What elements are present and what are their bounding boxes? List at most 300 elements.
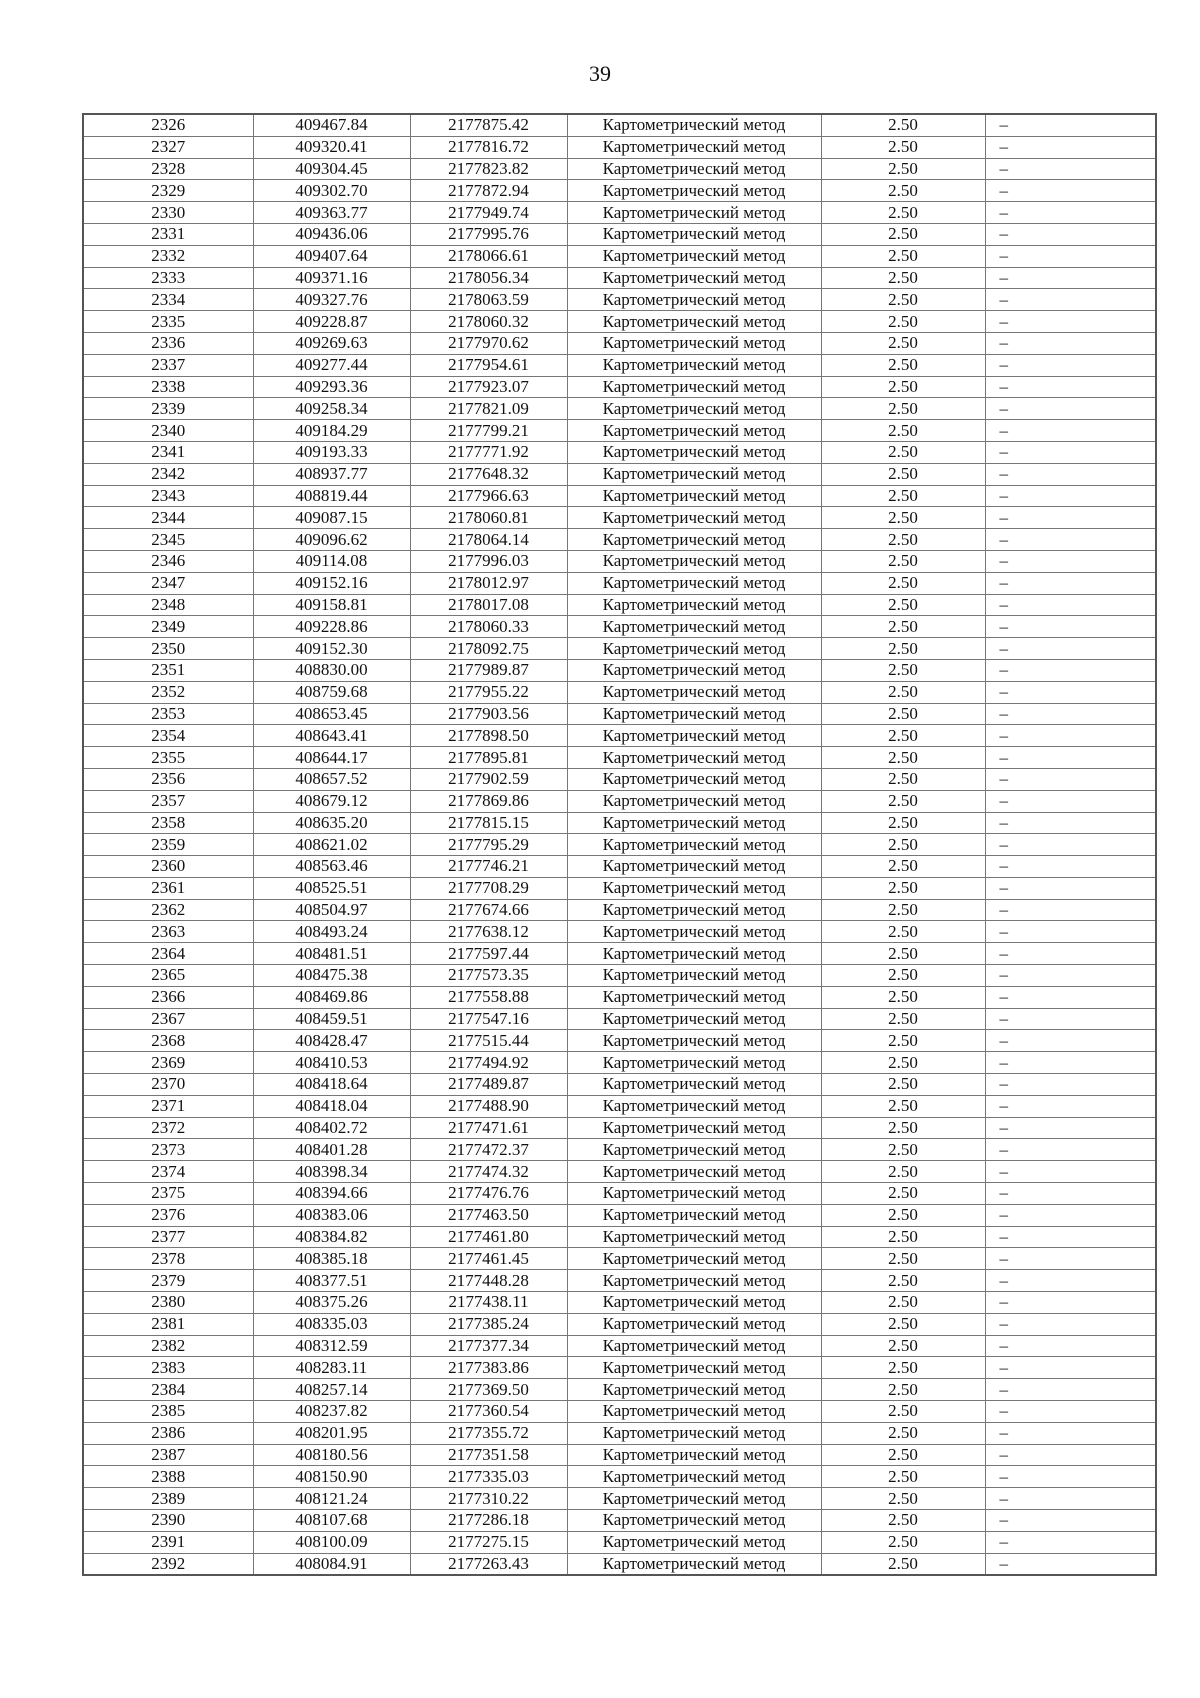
note-cell: – (985, 354, 1156, 376)
x-coordinate-cell: 408121.24 (253, 1488, 410, 1510)
y-coordinate-cell: 2178060.33 (410, 616, 567, 638)
x-coordinate-cell: 408819.44 (253, 485, 410, 507)
x-coordinate-cell: 408201.95 (253, 1422, 410, 1444)
table-row (83, 1095, 1156, 1117)
method-cell: Картометрический метод (567, 1204, 821, 1226)
point-number-cell: 2331 (83, 223, 253, 245)
method-cell: Картометрический метод (567, 507, 821, 529)
y-coordinate-cell: 2178060.32 (410, 311, 567, 333)
table-row (83, 180, 1156, 202)
table-row (83, 1248, 1156, 1270)
note-cell: – (985, 1401, 1156, 1423)
x-coordinate-cell: 408459.51 (253, 1008, 410, 1030)
y-coordinate-cell: 2177351.58 (410, 1444, 567, 1466)
x-coordinate-cell: 408830.00 (253, 659, 410, 681)
x-coordinate-cell: 409258.34 (253, 398, 410, 420)
table-row (83, 594, 1156, 616)
table-row (83, 311, 1156, 333)
x-coordinate-cell: 409304.45 (253, 158, 410, 180)
x-coordinate-cell: 409114.08 (253, 550, 410, 572)
point-number-cell: 2334 (83, 289, 253, 311)
point-number-cell: 2363 (83, 921, 253, 943)
y-coordinate-cell: 2177898.50 (410, 725, 567, 747)
accuracy-cell: 2.50 (821, 223, 985, 245)
note-cell: – (985, 1313, 1156, 1335)
method-cell: Картометрический метод (567, 223, 821, 245)
y-coordinate-cell: 2177377.34 (410, 1335, 567, 1357)
x-coordinate-cell: 408385.18 (253, 1248, 410, 1270)
note-cell: – (985, 681, 1156, 703)
table-row (83, 158, 1156, 180)
x-coordinate-cell: 408657.52 (253, 768, 410, 790)
point-number-cell: 2376 (83, 1204, 253, 1226)
method-cell: Картометрический метод (567, 986, 821, 1008)
y-coordinate-cell: 2177474.32 (410, 1161, 567, 1183)
y-coordinate-cell: 2177547.16 (410, 1008, 567, 1030)
y-coordinate-cell: 2177515.44 (410, 1030, 567, 1052)
note-cell: – (985, 463, 1156, 485)
point-number-cell: 2356 (83, 768, 253, 790)
x-coordinate-cell: 408398.34 (253, 1161, 410, 1183)
point-number-cell: 2370 (83, 1074, 253, 1096)
accuracy-cell: 2.50 (821, 311, 985, 333)
x-coordinate-cell: 409158.81 (253, 594, 410, 616)
accuracy-cell: 2.50 (821, 485, 985, 507)
note-cell: – (985, 1117, 1156, 1139)
point-number-cell: 2343 (83, 485, 253, 507)
method-cell: Картометрический метод (567, 703, 821, 725)
method-cell: Картометрический метод (567, 289, 821, 311)
accuracy-cell: 2.50 (821, 834, 985, 856)
method-cell: Картометрический метод (567, 376, 821, 398)
accuracy-cell: 2.50 (821, 638, 985, 660)
method-cell: Картометрический метод (567, 725, 821, 747)
table-row (83, 1270, 1156, 1292)
x-coordinate-cell: 408418.64 (253, 1074, 410, 1096)
point-number-cell: 2340 (83, 420, 253, 442)
table-row (83, 507, 1156, 529)
note-cell: – (985, 1161, 1156, 1183)
x-coordinate-cell: 408643.41 (253, 725, 410, 747)
note-cell: – (985, 1444, 1156, 1466)
table-row (83, 943, 1156, 965)
x-coordinate-cell: 408237.82 (253, 1401, 410, 1423)
x-coordinate-cell: 408759.68 (253, 681, 410, 703)
method-cell: Картометрический метод (567, 441, 821, 463)
table-row (83, 441, 1156, 463)
method-cell: Картометрический метод (567, 856, 821, 878)
table-row (83, 1226, 1156, 1248)
point-number-cell: 2382 (83, 1335, 253, 1357)
y-coordinate-cell: 2177471.61 (410, 1117, 567, 1139)
table-row (83, 1401, 1156, 1423)
note-cell: – (985, 245, 1156, 267)
x-coordinate-cell: 409193.33 (253, 441, 410, 463)
table-row (83, 1379, 1156, 1401)
note-cell: – (985, 550, 1156, 572)
note-cell: – (985, 1139, 1156, 1161)
x-coordinate-cell: 408375.26 (253, 1292, 410, 1314)
accuracy-cell: 2.50 (821, 1335, 985, 1357)
point-number-cell: 2348 (83, 594, 253, 616)
method-cell: Картометрический метод (567, 529, 821, 551)
method-cell: Картометрический метод (567, 1270, 821, 1292)
method-cell: Картометрический метод (567, 311, 821, 333)
x-coordinate-cell: 408312.59 (253, 1335, 410, 1357)
method-cell: Картометрический метод (567, 245, 821, 267)
accuracy-cell: 2.50 (821, 790, 985, 812)
point-number-cell: 2379 (83, 1270, 253, 1292)
point-number-cell: 2365 (83, 965, 253, 987)
method-cell: Картометрический метод (567, 616, 821, 638)
note-cell: – (985, 114, 1156, 136)
accuracy-cell: 2.50 (821, 747, 985, 769)
table-row (83, 376, 1156, 398)
note-cell: – (985, 1422, 1156, 1444)
x-coordinate-cell: 408525.51 (253, 877, 410, 899)
note-cell: – (985, 1270, 1156, 1292)
table-row (83, 529, 1156, 551)
accuracy-cell: 2.50 (821, 877, 985, 899)
y-coordinate-cell: 2177597.44 (410, 943, 567, 965)
point-number-cell: 2341 (83, 441, 253, 463)
point-number-cell: 2390 (83, 1510, 253, 1532)
y-coordinate-cell: 2177488.90 (410, 1095, 567, 1117)
table-body (83, 114, 1156, 1575)
method-cell: Картометрический метод (567, 1335, 821, 1357)
accuracy-cell: 2.50 (821, 681, 985, 703)
accuracy-cell: 2.50 (821, 463, 985, 485)
y-coordinate-cell: 2177872.94 (410, 180, 567, 202)
method-cell: Картометрический метод (567, 1357, 821, 1379)
y-coordinate-cell: 2178017.08 (410, 594, 567, 616)
accuracy-cell: 2.50 (821, 768, 985, 790)
point-number-cell: 2326 (83, 114, 253, 136)
point-number-cell: 2354 (83, 725, 253, 747)
accuracy-cell: 2.50 (821, 965, 985, 987)
table-row (83, 1466, 1156, 1488)
note-cell: – (985, 856, 1156, 878)
y-coordinate-cell: 2177795.29 (410, 834, 567, 856)
table-row (83, 1444, 1156, 1466)
method-cell: Картометрический метод (567, 1248, 821, 1270)
table-row (83, 354, 1156, 376)
note-cell: – (985, 1095, 1156, 1117)
point-number-cell: 2329 (83, 180, 253, 202)
x-coordinate-cell: 408257.14 (253, 1379, 410, 1401)
method-cell: Картометрический метод (567, 1095, 821, 1117)
x-coordinate-cell: 408402.72 (253, 1117, 410, 1139)
y-coordinate-cell: 2177638.12 (410, 921, 567, 943)
x-coordinate-cell: 408394.66 (253, 1183, 410, 1205)
table-row (83, 747, 1156, 769)
method-cell: Картометрический метод (567, 681, 821, 703)
accuracy-cell: 2.50 (821, 1466, 985, 1488)
method-cell: Картометрический метод (567, 1117, 821, 1139)
note-cell: – (985, 507, 1156, 529)
note-cell: – (985, 877, 1156, 899)
note-cell: – (985, 289, 1156, 311)
accuracy-cell: 2.50 (821, 812, 985, 834)
x-coordinate-cell: 409087.15 (253, 507, 410, 529)
x-coordinate-cell: 408679.12 (253, 790, 410, 812)
accuracy-cell: 2.50 (821, 420, 985, 442)
method-cell: Картометрический метод (567, 921, 821, 943)
method-cell: Картометрический метод (567, 1379, 821, 1401)
method-cell: Картометрический метод (567, 812, 821, 834)
note-cell: – (985, 1226, 1156, 1248)
y-coordinate-cell: 2177823.82 (410, 158, 567, 180)
accuracy-cell: 2.50 (821, 986, 985, 1008)
x-coordinate-cell: 408377.51 (253, 1270, 410, 1292)
point-number-cell: 2373 (83, 1139, 253, 1161)
x-coordinate-cell: 409096.62 (253, 529, 410, 551)
x-coordinate-cell: 408384.82 (253, 1226, 410, 1248)
point-number-cell: 2369 (83, 1052, 253, 1074)
accuracy-cell: 2.50 (821, 529, 985, 551)
table-row (83, 638, 1156, 660)
table-row (83, 1074, 1156, 1096)
point-number-cell: 2332 (83, 245, 253, 267)
y-coordinate-cell: 2177648.32 (410, 463, 567, 485)
table-row (83, 1161, 1156, 1183)
point-number-cell: 2336 (83, 332, 253, 354)
note-cell: – (985, 223, 1156, 245)
table-row (83, 812, 1156, 834)
point-number-cell: 2386 (83, 1422, 253, 1444)
table-row (83, 703, 1156, 725)
note-cell: – (985, 529, 1156, 551)
x-coordinate-cell: 408475.38 (253, 965, 410, 987)
table-row (83, 572, 1156, 594)
note-cell: – (985, 965, 1156, 987)
method-cell: Картометрический метод (567, 158, 821, 180)
y-coordinate-cell: 2177954.61 (410, 354, 567, 376)
x-coordinate-cell: 408283.11 (253, 1357, 410, 1379)
table-row (83, 899, 1156, 921)
x-coordinate-cell: 409293.36 (253, 376, 410, 398)
note-cell: – (985, 1292, 1156, 1314)
x-coordinate-cell: 408493.24 (253, 921, 410, 943)
method-cell: Картометрический метод (567, 594, 821, 616)
method-cell: Картометрический метод (567, 638, 821, 660)
x-coordinate-cell: 409184.29 (253, 420, 410, 442)
x-coordinate-cell: 408107.68 (253, 1510, 410, 1532)
x-coordinate-cell: 409302.70 (253, 180, 410, 202)
method-cell: Картометрический метод (567, 354, 821, 376)
method-cell: Картометрический метод (567, 420, 821, 442)
method-cell: Картометрический метод (567, 1139, 821, 1161)
y-coordinate-cell: 2177369.50 (410, 1379, 567, 1401)
y-coordinate-cell: 2177955.22 (410, 681, 567, 703)
y-coordinate-cell: 2177996.03 (410, 550, 567, 572)
method-cell: Картометрический метод (567, 1553, 821, 1575)
point-number-cell: 2389 (83, 1488, 253, 1510)
x-coordinate-cell: 409269.63 (253, 332, 410, 354)
point-number-cell: 2366 (83, 986, 253, 1008)
accuracy-cell: 2.50 (821, 1248, 985, 1270)
y-coordinate-cell: 2177902.59 (410, 768, 567, 790)
point-number-cell: 2360 (83, 856, 253, 878)
x-coordinate-cell: 409327.76 (253, 289, 410, 311)
table-row (83, 768, 1156, 790)
y-coordinate-cell: 2177461.80 (410, 1226, 567, 1248)
point-number-cell: 2380 (83, 1292, 253, 1314)
accuracy-cell: 2.50 (821, 594, 985, 616)
note-cell: – (985, 1052, 1156, 1074)
table-row (83, 856, 1156, 878)
method-cell: Картометрический метод (567, 1292, 821, 1314)
note-cell: – (985, 202, 1156, 224)
y-coordinate-cell: 2177573.35 (410, 965, 567, 987)
y-coordinate-cell: 2177461.45 (410, 1248, 567, 1270)
table-row (83, 1357, 1156, 1379)
x-coordinate-cell: 409363.77 (253, 202, 410, 224)
y-coordinate-cell: 2177558.88 (410, 986, 567, 1008)
method-cell: Картометрический метод (567, 659, 821, 681)
y-coordinate-cell: 2177275.15 (410, 1531, 567, 1553)
note-cell: – (985, 768, 1156, 790)
table-row (83, 1488, 1156, 1510)
x-coordinate-cell: 408469.86 (253, 986, 410, 1008)
method-cell: Картометрический метод (567, 1183, 821, 1205)
accuracy-cell: 2.50 (821, 376, 985, 398)
point-number-cell: 2384 (83, 1379, 253, 1401)
y-coordinate-cell: 2177383.86 (410, 1357, 567, 1379)
point-number-cell: 2371 (83, 1095, 253, 1117)
method-cell: Картометрический метод (567, 1531, 821, 1553)
table-row (83, 834, 1156, 856)
accuracy-cell: 2.50 (821, 921, 985, 943)
note-cell: – (985, 725, 1156, 747)
y-coordinate-cell: 2177995.76 (410, 223, 567, 245)
x-coordinate-cell: 408401.28 (253, 1139, 410, 1161)
accuracy-cell: 2.50 (821, 180, 985, 202)
accuracy-cell: 2.50 (821, 1422, 985, 1444)
y-coordinate-cell: 2177966.63 (410, 485, 567, 507)
page-number: 39 (589, 61, 611, 86)
x-coordinate-cell: 408937.77 (253, 463, 410, 485)
accuracy-cell: 2.50 (821, 158, 985, 180)
method-cell: Картометрический метод (567, 136, 821, 158)
y-coordinate-cell: 2177970.62 (410, 332, 567, 354)
x-coordinate-cell: 409371.16 (253, 267, 410, 289)
accuracy-cell: 2.50 (821, 1226, 985, 1248)
y-coordinate-cell: 2177286.18 (410, 1510, 567, 1532)
y-coordinate-cell: 2177989.87 (410, 659, 567, 681)
table-row (83, 420, 1156, 442)
point-number-cell: 2346 (83, 550, 253, 572)
table-row (83, 681, 1156, 703)
method-cell: Картометрический метод (567, 332, 821, 354)
x-coordinate-cell: 408563.46 (253, 856, 410, 878)
accuracy-cell: 2.50 (821, 1139, 985, 1161)
point-number-cell: 2347 (83, 572, 253, 594)
accuracy-cell: 2.50 (821, 136, 985, 158)
note-cell: – (985, 747, 1156, 769)
note-cell: – (985, 398, 1156, 420)
y-coordinate-cell: 2177476.76 (410, 1183, 567, 1205)
note-cell: – (985, 267, 1156, 289)
method-cell: Картометрический метод (567, 899, 821, 921)
method-cell: Картометрический метод (567, 1008, 821, 1030)
note-cell: – (985, 899, 1156, 921)
method-cell: Картометрический метод (567, 965, 821, 987)
accuracy-cell: 2.50 (821, 899, 985, 921)
method-cell: Картометрический метод (567, 768, 821, 790)
y-coordinate-cell: 2177674.66 (410, 899, 567, 921)
accuracy-cell: 2.50 (821, 1161, 985, 1183)
method-cell: Картометрический метод (567, 114, 821, 136)
y-coordinate-cell: 2177875.42 (410, 114, 567, 136)
method-cell: Картометрический метод (567, 398, 821, 420)
note-cell: – (985, 180, 1156, 202)
accuracy-cell: 2.50 (821, 1510, 985, 1532)
table-row (83, 725, 1156, 747)
point-number-cell: 2387 (83, 1444, 253, 1466)
point-number-cell: 2364 (83, 943, 253, 965)
table-row (83, 223, 1156, 245)
point-number-cell: 2335 (83, 311, 253, 333)
note-cell: – (985, 1248, 1156, 1270)
point-number-cell: 2338 (83, 376, 253, 398)
note-cell: – (985, 703, 1156, 725)
table-row (83, 485, 1156, 507)
method-cell: Картометрический метод (567, 1444, 821, 1466)
note-cell: – (985, 986, 1156, 1008)
method-cell: Картометрический метод (567, 485, 821, 507)
table-row (83, 1422, 1156, 1444)
y-coordinate-cell: 2177869.86 (410, 790, 567, 812)
accuracy-cell: 2.50 (821, 1052, 985, 1074)
method-cell: Картометрический метод (567, 1466, 821, 1488)
y-coordinate-cell: 2177771.92 (410, 441, 567, 463)
accuracy-cell: 2.50 (821, 1270, 985, 1292)
accuracy-cell: 2.50 (821, 1313, 985, 1335)
note-cell: – (985, 834, 1156, 856)
note-cell: – (985, 1335, 1156, 1357)
point-number-cell: 2391 (83, 1531, 253, 1553)
x-coordinate-cell: 409152.16 (253, 572, 410, 594)
accuracy-cell: 2.50 (821, 1095, 985, 1117)
note-cell: – (985, 1183, 1156, 1205)
y-coordinate-cell: 2178092.75 (410, 638, 567, 660)
table-row (83, 332, 1156, 354)
coordinates-table (82, 113, 1157, 1576)
table-row (83, 790, 1156, 812)
method-cell: Картометрический метод (567, 267, 821, 289)
accuracy-cell: 2.50 (821, 267, 985, 289)
note-cell: – (985, 921, 1156, 943)
table-row (83, 245, 1156, 267)
accuracy-cell: 2.50 (821, 550, 985, 572)
table-row (83, 1183, 1156, 1205)
method-cell: Картометрический метод (567, 790, 821, 812)
y-coordinate-cell: 2177949.74 (410, 202, 567, 224)
accuracy-cell: 2.50 (821, 1553, 985, 1575)
point-number-cell: 2355 (83, 747, 253, 769)
accuracy-cell: 2.50 (821, 572, 985, 594)
table-row (83, 1510, 1156, 1532)
note-cell: – (985, 1488, 1156, 1510)
method-cell: Картометрический метод (567, 1401, 821, 1423)
point-number-cell: 2381 (83, 1313, 253, 1335)
y-coordinate-cell: 2177895.81 (410, 747, 567, 769)
point-number-cell: 2383 (83, 1357, 253, 1379)
note-cell: – (985, 1030, 1156, 1052)
y-coordinate-cell: 2177448.28 (410, 1270, 567, 1292)
table-row (83, 398, 1156, 420)
